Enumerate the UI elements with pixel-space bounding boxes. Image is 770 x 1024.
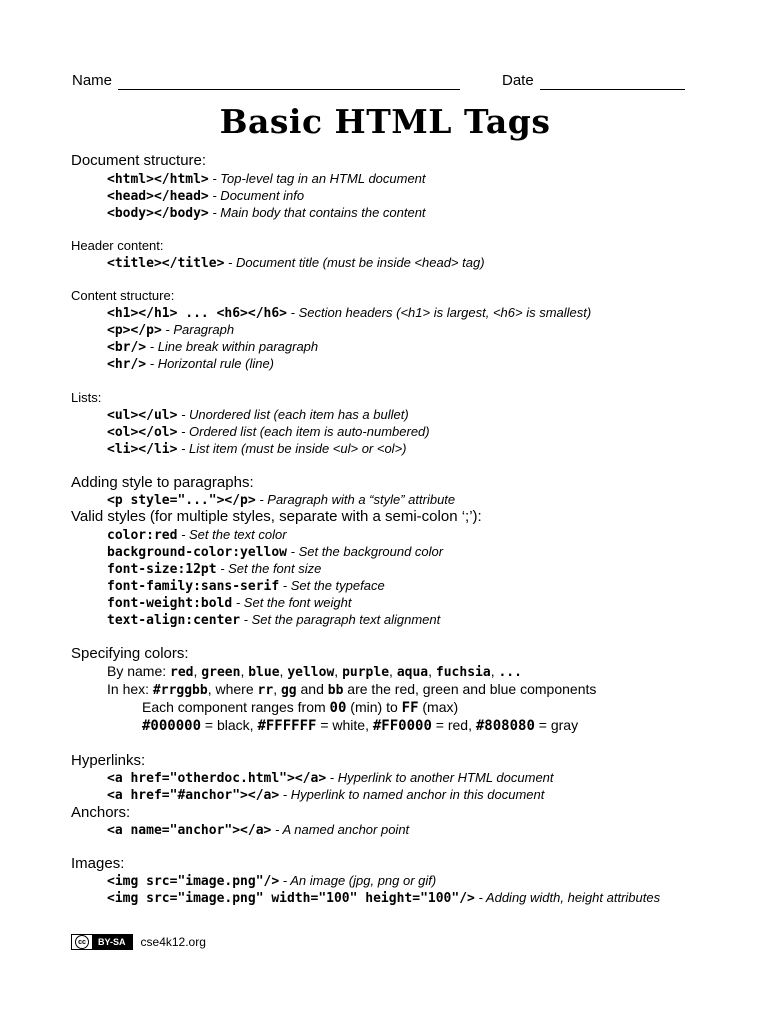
code-snippet: <a href="otherdoc.html"></a> bbox=[107, 771, 327, 786]
list-item bbox=[107, 770, 554, 786]
component-range-row bbox=[142, 699, 458, 716]
code-snippet: font-size:12pt bbox=[107, 562, 217, 577]
code-snippet: <a href="#anchor"></a> bbox=[107, 788, 280, 803]
code-snippet: <br/> bbox=[107, 340, 147, 355]
description: - Set the text color bbox=[177, 527, 287, 542]
page-title: Basic HTML Tags bbox=[219, 102, 551, 141]
description: - Set the font weight bbox=[232, 595, 352, 610]
code-snippet: <a name="anchor"></a> bbox=[107, 823, 272, 838]
text-fragment: and bbox=[296, 681, 328, 697]
cc-by-sa-badge bbox=[71, 934, 133, 950]
color-name: ... bbox=[498, 665, 522, 680]
section-heading-colors: Specifying colors: bbox=[71, 645, 189, 662]
description: - Section headers (<h1> is largest, <h6> is smallest) bbox=[287, 305, 592, 320]
hex-example: #FF0000 bbox=[372, 718, 432, 734]
hex-examples-row: #000000 = black, #FFFFFF = white, #FF0000 = red, #808080 = gray bbox=[142, 717, 579, 734]
color-name: yellow bbox=[287, 665, 335, 680]
text-fragment: = gray bbox=[534, 717, 579, 733]
section-heading-style: Adding style to paragraphs: bbox=[71, 474, 254, 491]
in-hex-label: In hex: bbox=[107, 681, 153, 697]
description: - Paragraph bbox=[161, 322, 235, 337]
list-item bbox=[107, 171, 426, 187]
hex-max: FF bbox=[401, 700, 419, 716]
hex-rr: rr bbox=[257, 683, 274, 698]
code-snippet: <head></head> bbox=[107, 189, 209, 204]
text-fragment: = red bbox=[431, 717, 469, 733]
description: - Set the typeface bbox=[279, 578, 385, 593]
description: - Adding width, height attributes bbox=[474, 890, 661, 905]
list-item bbox=[107, 356, 274, 372]
description: - Hyperlink to another HTML document bbox=[326, 770, 554, 785]
description: - Set the font size bbox=[216, 561, 322, 576]
hex-bb: bb bbox=[327, 683, 344, 698]
list-item bbox=[107, 205, 426, 221]
list-item bbox=[107, 339, 318, 355]
description: - Main body that contains the content bbox=[208, 205, 426, 220]
hex-example: #FFFFFF bbox=[257, 718, 317, 734]
text-fragment: (max) bbox=[418, 699, 459, 715]
date-label: Date bbox=[502, 72, 534, 89]
list-item bbox=[107, 544, 443, 560]
section-heading-images: Images: bbox=[71, 855, 125, 872]
list-item bbox=[107, 441, 407, 457]
code-snippet: <body></body> bbox=[107, 206, 209, 221]
code-snippet: <li></li> bbox=[107, 442, 178, 457]
description: - Set the background color bbox=[287, 544, 444, 559]
list-item bbox=[107, 424, 430, 440]
text-fragment: = white bbox=[316, 717, 366, 733]
description: - Paragraph with a “style” attribute bbox=[255, 492, 456, 507]
list-item bbox=[107, 527, 287, 543]
code-snippet: <p></p> bbox=[107, 323, 162, 338]
list-item bbox=[107, 787, 544, 803]
code-snippet: <title></title> bbox=[107, 256, 225, 271]
date-blank-line bbox=[540, 89, 685, 90]
colors-in-hex-row: In hex: #rrggbb, where rr, gg and bb are the red, green and blue components bbox=[107, 681, 597, 698]
hex-example: #000000 bbox=[142, 718, 202, 734]
text-fragment: , where bbox=[207, 681, 258, 697]
color-name: blue bbox=[248, 665, 280, 680]
list-item bbox=[107, 890, 660, 906]
description: - Document info bbox=[208, 188, 305, 203]
code-snippet: <img src="image.png"/> bbox=[107, 874, 280, 889]
description: - Top-level tag in an HTML document bbox=[208, 171, 426, 186]
list-item bbox=[107, 578, 385, 594]
description: - Set the paragraph text alignment bbox=[240, 612, 441, 627]
code-snippet: <hr/> bbox=[107, 357, 147, 372]
list-item bbox=[107, 407, 409, 423]
list-item bbox=[107, 561, 321, 577]
description: - Document title (must be inside <head> tag) bbox=[224, 255, 485, 270]
text-fragment: (min) to bbox=[346, 699, 402, 715]
code-snippet: <html></html> bbox=[107, 172, 209, 187]
site-name: cse4k12.org bbox=[140, 935, 206, 949]
description: - Line break within paragraph bbox=[146, 339, 319, 354]
code-snippet: background-color:yellow bbox=[107, 545, 288, 560]
hex-gg: gg bbox=[280, 683, 297, 698]
description: - A named anchor point bbox=[271, 822, 410, 837]
description: - Ordered list (each item is auto-numbered) bbox=[177, 424, 430, 439]
code-snippet: <img src="image.png" width="100" height="100"/> bbox=[107, 891, 475, 906]
color-name: purple bbox=[342, 665, 390, 680]
description: - List item (must be inside <ul> or <ol>) bbox=[177, 441, 407, 456]
hex-min: 00 bbox=[329, 700, 347, 716]
name-blank-line bbox=[118, 89, 460, 90]
code-snippet: font-weight:bold bbox=[107, 596, 233, 611]
section-heading-lists: Lists: bbox=[71, 390, 102, 405]
list-item bbox=[107, 822, 409, 838]
text-fragment: = black bbox=[201, 717, 250, 733]
list-item bbox=[107, 492, 455, 508]
list-item bbox=[107, 322, 234, 338]
cc-badge-text: BY-SA bbox=[92, 935, 132, 949]
description: - Horizontal rule (line) bbox=[146, 356, 275, 371]
list-item bbox=[107, 255, 485, 271]
list-item bbox=[107, 305, 591, 321]
code-snippet: font-family:sans-serif bbox=[107, 579, 280, 594]
code-snippet: <ol></ol> bbox=[107, 425, 178, 440]
code-snippet: <p style="..."></p> bbox=[107, 493, 256, 508]
valid-styles-heading: Valid styles (for multiple styles, separate with a semi-colon ‘;’): bbox=[71, 508, 482, 525]
name-label: Name bbox=[72, 72, 113, 89]
list-item bbox=[107, 188, 304, 204]
text-fragment: Each component ranges from bbox=[142, 699, 330, 715]
color-name: green bbox=[201, 665, 241, 680]
section-heading-document-structure: Document structure: bbox=[71, 152, 207, 169]
section-heading-anchors: Anchors: bbox=[71, 804, 131, 821]
description: - Unordered list (each item has a bullet) bbox=[177, 407, 409, 422]
cc-icon: cc bbox=[75, 935, 89, 949]
section-heading-hyperlinks: Hyperlinks: bbox=[71, 752, 146, 769]
code-snippet: <h1></h1> ... <h6></h6> bbox=[107, 306, 288, 321]
list-item bbox=[107, 612, 440, 628]
colors-by-name-row: By name: red, green, blue, yellow, purple, aqua, fuchsia, ... bbox=[107, 663, 522, 680]
section-heading-header-content: Header content: bbox=[71, 238, 164, 253]
description: - An image (jpg, png or gif) bbox=[279, 873, 437, 888]
code-snippet: color:red bbox=[107, 528, 178, 543]
section-heading-content-structure: Content structure: bbox=[71, 288, 175, 303]
footer bbox=[71, 934, 206, 950]
code-snippet: text-align:center bbox=[107, 613, 241, 628]
text-fragment: are the red, green and blue components bbox=[343, 681, 597, 697]
hex-example: #808080 bbox=[475, 718, 535, 734]
color-name: red bbox=[170, 665, 194, 680]
list-item bbox=[107, 595, 351, 611]
hex-format: #rrggbb bbox=[152, 683, 208, 698]
list-item bbox=[107, 873, 436, 889]
by-name-label: By name: bbox=[107, 663, 171, 679]
description: - Hyperlink to named anchor in this document bbox=[279, 787, 545, 802]
code-snippet: <ul></ul> bbox=[107, 408, 178, 423]
color-name: aqua bbox=[396, 665, 429, 680]
color-name: fuchsia bbox=[435, 665, 491, 680]
